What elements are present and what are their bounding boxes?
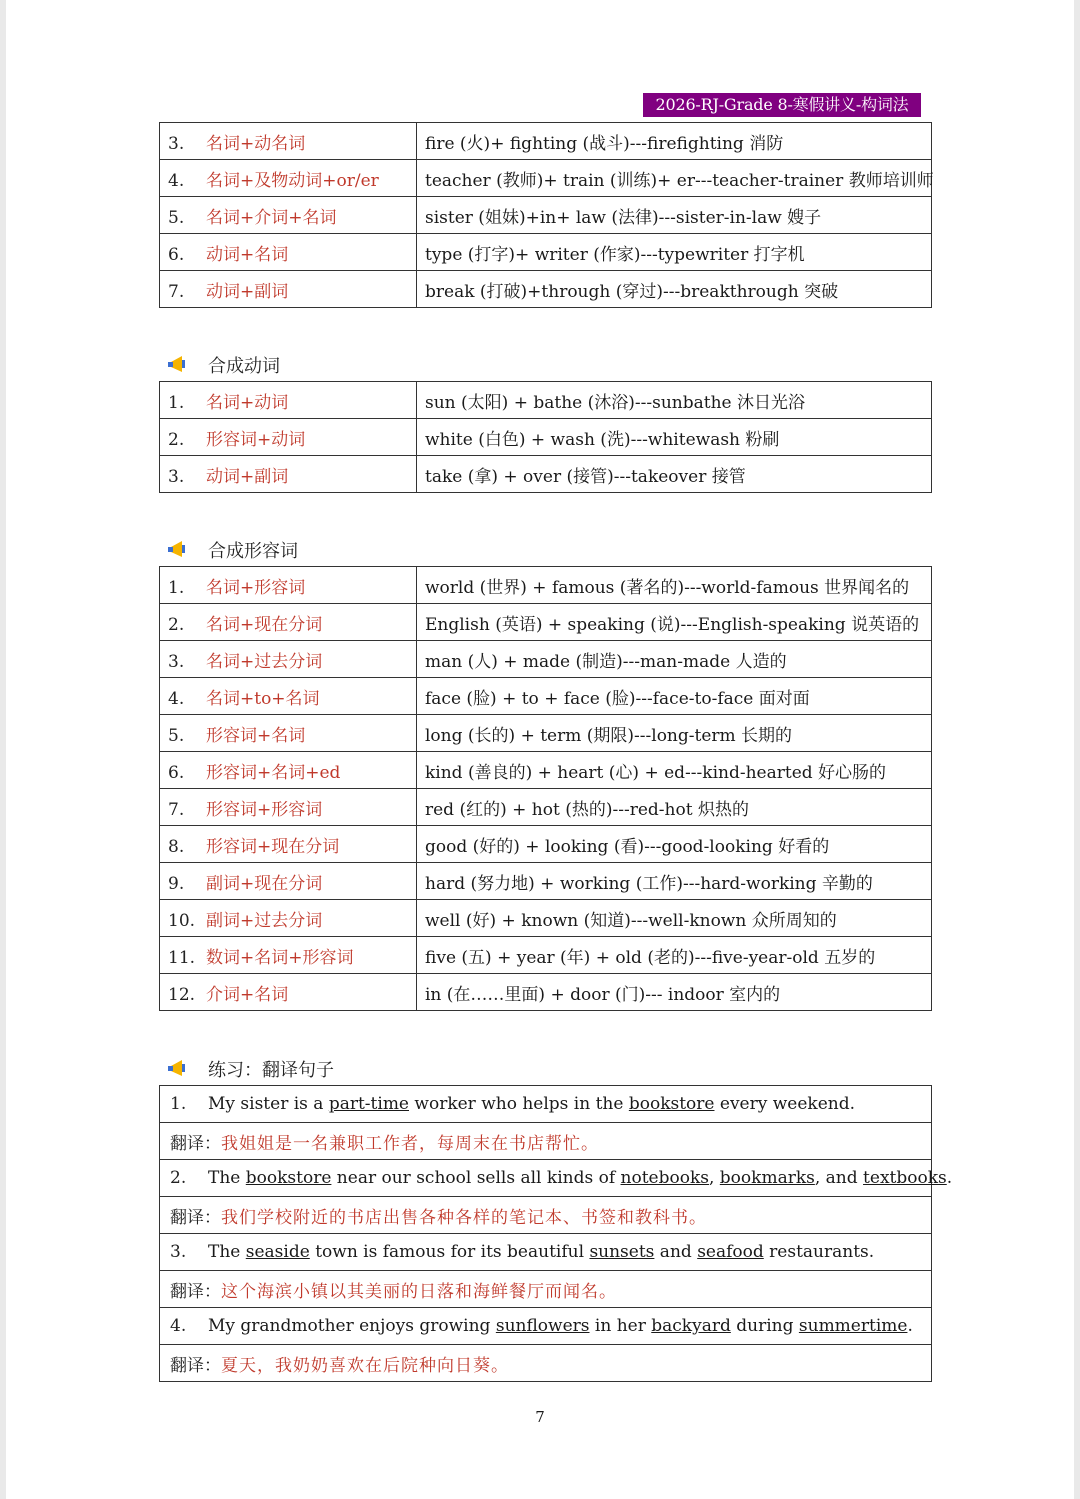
- table-row: [160, 382, 932, 419]
- pattern-label: 动词+副词: [206, 281, 289, 302]
- compound-noun-table: [159, 122, 932, 308]
- section-title-verbs: [168, 352, 280, 378]
- target-word: sunsets: [589, 1242, 655, 1262]
- example-cell: man (人) + made (制造)---man-made 人造的: [417, 641, 932, 678]
- row-number: 6.: [168, 244, 185, 265]
- answer-label: 翻译：: [170, 1207, 221, 1228]
- item-number: 3.: [170, 1242, 187, 1262]
- example-cell: sister (姐妹)+in+ law (法律)---sister-in-law 嫂子: [417, 197, 932, 234]
- sentence-row: [160, 1160, 932, 1197]
- compound-verb-table: [159, 381, 932, 493]
- target-word: bookmarks: [719, 1168, 815, 1188]
- megaphone-icon: [168, 1058, 194, 1080]
- row-number: 2.: [168, 614, 185, 635]
- example-cell: type (打字)+ writer (作家)---typewriter 打字机: [417, 234, 932, 271]
- pattern-label: 名词+动名词: [206, 133, 306, 154]
- target-word: part-time: [328, 1094, 409, 1114]
- row-number: 4.: [168, 170, 185, 191]
- table-row: [160, 974, 932, 1011]
- item-number: 2.: [170, 1168, 187, 1188]
- target-word: bookstore: [628, 1094, 715, 1114]
- answer-text: 这个海滨小镇以其美丽的日落和海鲜餐厅而闻名。: [221, 1281, 617, 1302]
- pattern-label: 名词+动词: [206, 392, 289, 413]
- example-cell: sun (太阳) + bathe (沐浴)---sunbathe 沐日光浴: [417, 382, 932, 419]
- row-number: 11.: [168, 947, 196, 968]
- table-row: [160, 641, 932, 678]
- page-number: 7: [535, 1408, 545, 1426]
- pattern-label: 名词+过去分词: [206, 651, 323, 672]
- row-number: 9.: [168, 873, 185, 894]
- sentence-text: My sister is a part-time worker who helps in the bookstore every weekend.: [208, 1094, 856, 1114]
- example-cell: long (长的) + term (期限)---long-term 长期的: [417, 715, 932, 752]
- answer-label: 翻译：: [170, 1133, 221, 1154]
- item-number: 1.: [170, 1094, 187, 1114]
- table-row: [160, 160, 932, 197]
- sentence-row: [160, 1086, 932, 1123]
- row-number: 3.: [168, 651, 185, 672]
- pattern-label: 形容词+名词: [206, 725, 306, 746]
- practice-table: [159, 1085, 953, 1382]
- target-word: seafood: [697, 1242, 764, 1262]
- pattern-label: 形容词+名词+ed: [206, 762, 341, 783]
- compound-adjective-table: [159, 566, 932, 1011]
- row-number: 3.: [168, 466, 185, 487]
- example-cell: teacher (教师)+ train (训练)+ er---teacher-trainer 教师培训师: [417, 160, 932, 197]
- document-page: [6, 0, 1074, 1499]
- target-word: bookstore: [245, 1168, 332, 1188]
- section-title-text: 合成动词: [208, 356, 280, 377]
- megaphone-icon: [168, 539, 194, 561]
- section-title-text: 合成形容词: [208, 541, 298, 562]
- pattern-label: 动词+副词: [206, 466, 289, 487]
- target-word: sunflowers: [495, 1316, 590, 1336]
- row-number: 7.: [168, 799, 185, 820]
- pattern-label: 名词+介词+名词: [206, 207, 337, 228]
- row-number: 7.: [168, 281, 185, 302]
- table-row: [160, 937, 932, 974]
- table-row: [160, 863, 932, 900]
- table-row: [160, 234, 932, 271]
- pattern-label: 名词+现在分词: [206, 614, 323, 635]
- item-number: 4.: [170, 1316, 187, 1336]
- example-cell: take (拿) + over (接管)---takeover 接管: [417, 456, 932, 493]
- table-row: [160, 419, 932, 456]
- target-word: summertime: [798, 1316, 908, 1336]
- target-word: notebooks: [620, 1168, 709, 1188]
- example-cell: face (脸) + to + face (脸)---face-to-face 面对面: [417, 678, 932, 715]
- answer-text: 我们学校附近的书店出售各种各样的笔记本、书签和教科书。: [221, 1207, 707, 1228]
- sentence-row: [160, 1308, 932, 1345]
- row-number: 5.: [168, 725, 185, 746]
- row-number: 12.: [168, 984, 196, 1005]
- row-number: 1.: [168, 577, 185, 598]
- table-row: [160, 271, 932, 308]
- example-cell: red (红的) + hot (热的)---red-hot 炽热的: [417, 789, 932, 826]
- target-word: seaside: [245, 1242, 310, 1262]
- example-cell: break (打破)+through (穿过)---breakthrough 突破: [417, 271, 932, 308]
- sentence-text: The seaside town is famous for its beautiful sunsets and seafood restaurants.: [208, 1242, 875, 1262]
- pattern-label: 介词+名词: [206, 984, 289, 1005]
- pattern-label: 副词+过去分词: [206, 910, 323, 931]
- pattern-label: 名词+to+名词: [206, 688, 320, 709]
- example-cell: in (在……里面) + door (门)--- indoor 室内的: [417, 974, 932, 1011]
- table-row: [160, 123, 932, 160]
- row-number: 4.: [168, 688, 185, 709]
- example-cell: English (英语) + speaking (说)---English-speaking 说英语的: [417, 604, 932, 641]
- answer-row: [160, 1123, 932, 1160]
- row-number: 2.: [168, 429, 185, 450]
- example-cell: well (好) + known (知道)---well-known 众所周知的: [417, 900, 932, 937]
- table-row: [160, 900, 932, 937]
- pattern-label: 名词+及物动词+or/er: [206, 170, 379, 191]
- section-title-adjectives: [168, 537, 298, 563]
- answer-row: [160, 1197, 932, 1234]
- target-word: backyard: [651, 1316, 731, 1336]
- example-cell: fire (火)+ fighting (战斗)---firefighting 消防: [417, 123, 932, 160]
- table-row: [160, 567, 932, 604]
- row-number: 3.: [168, 133, 185, 154]
- example-cell: kind (善良的) + heart (心) + ed---kind-hearted 好心肠的: [417, 752, 932, 789]
- table-row: [160, 604, 932, 641]
- answer-text: 我姐姐是一名兼职工作者，每周末在书店帮忙。: [221, 1133, 599, 1154]
- row-number: 1.: [168, 392, 185, 413]
- example-cell: five (五) + year (年) + old (老的)---five-year-old 五岁的: [417, 937, 932, 974]
- pattern-label: 形容词+现在分词: [206, 836, 340, 857]
- pattern-label: 形容词+形容词: [206, 799, 323, 820]
- table-row: [160, 715, 932, 752]
- example-cell: good (好的) + looking (看)---good-looking 好看的: [417, 826, 932, 863]
- row-number: 6.: [168, 762, 185, 783]
- pattern-label: 副词+现在分词: [206, 873, 323, 894]
- table-row: [160, 678, 932, 715]
- megaphone-icon: [168, 354, 194, 376]
- example-cell: white (白色) + wash (洗)---whitewash 粉刷: [417, 419, 932, 456]
- header-tag: 2026-RJ-Grade 8-寒假讲义-构词法: [643, 93, 921, 117]
- sentence-text: My grandmother enjoys growing sunflowers in her backyard during summertime.: [208, 1316, 913, 1336]
- example-cell: world (世界) + famous (著名的)---world-famous 世界闻名的: [417, 567, 932, 604]
- table-row: [160, 456, 932, 493]
- row-number: 8.: [168, 836, 185, 857]
- table-row: [160, 752, 932, 789]
- section-title-text: 练习：翻译句子: [208, 1060, 334, 1081]
- table-row: [160, 826, 932, 863]
- table-row: [160, 789, 932, 826]
- row-number: 5.: [168, 207, 185, 228]
- sentence-row: [160, 1234, 932, 1271]
- answer-label: 翻译：: [170, 1281, 221, 1302]
- pattern-label: 数词+名词+形容词: [206, 947, 354, 968]
- pattern-label: 名词+形容词: [206, 577, 306, 598]
- answer-text: 夏天，我奶奶喜欢在后院种向日葵。: [221, 1355, 509, 1376]
- example-cell: hard (努力地) + working (工作)---hard-working 辛勤的: [417, 863, 932, 900]
- pattern-label: 动词+名词: [206, 244, 289, 265]
- table-row: [160, 197, 932, 234]
- row-number: 10.: [168, 910, 196, 931]
- pattern-label: 形容词+动词: [206, 429, 306, 450]
- section-title-practice: [168, 1056, 334, 1082]
- answer-row: [160, 1345, 932, 1382]
- sentence-text: The bookstore near our school sells all kinds of notebooks, bookmarks, and textbooks.: [208, 1168, 953, 1188]
- answer-row: [160, 1271, 932, 1308]
- target-word: textbooks: [863, 1168, 947, 1188]
- answer-label: 翻译：: [170, 1355, 221, 1376]
